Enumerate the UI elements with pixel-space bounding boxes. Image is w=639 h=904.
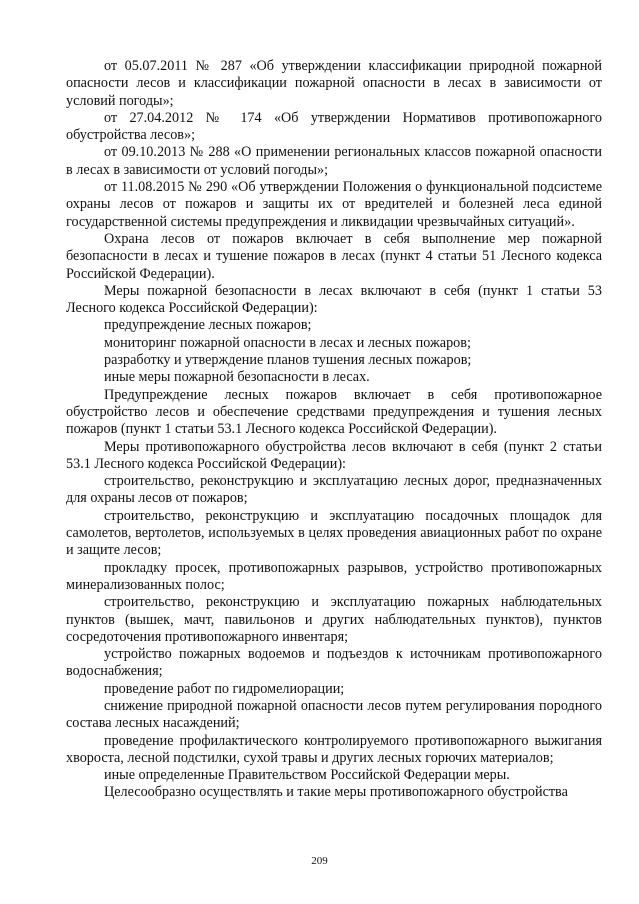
list-item: иные определенные Правительством Российской Федерации меры. xyxy=(104,767,510,784)
list-item: иные меры пожарной безопасности в лесах. xyxy=(104,369,370,386)
list-item: проведение работ по гидромелиорации; xyxy=(104,680,345,697)
list-item: мониторинг пожарной опасности в лесах и лесных пожаров; xyxy=(104,334,471,351)
page-number: 209 xyxy=(311,855,328,867)
paragraph: от 05.07.2011 № 287 «Об утверждении классификации природной пожарной опасности лесов и классификации пожарной опасности в лесах в зависимости от условий погоды»; xyxy=(66,58,602,109)
list-item: строительство, реконструкцию и эксплуатацию лесных дорог, предназначенных для охраны лесов от пожаров; xyxy=(66,473,602,507)
list-item: разработку и утверждение планов тушения лесных пожаров; xyxy=(104,352,472,369)
body-text xyxy=(66,58,602,802)
list-item: прокладку просек, противопожарных разрывов, устройство противопожарных минерализованных полос; xyxy=(66,559,602,593)
list-item: строительство, реконструкцию и эксплуатацию посадочных площадок для самолетов, вертолетов, используемых в целях проведения авиационных работ по охране и защите лесов; xyxy=(66,507,602,559)
paragraph: Охрана лесов от пожаров включает в себя выполнение мер пожарной безопасности в лесах и тушение пожаров в лесах (пункт 4 статьи 51 Лесного кодекса Российской Федерации). xyxy=(66,230,602,282)
paragraph: Предупреждение лесных пожаров включает в себя противопожарное обустройство лесов и обеспечение средствами предупреждения и тушения лесных пожаров (пункт 1 статьи 53.1 Лесного кодекса Российской Федерации). xyxy=(66,386,602,438)
paragraph: от 11.08.2015 № 290 «Об утверждении Положения о функциональной подсистеме охраны лесов от пожаров и защиты их от вредителей и болезней леса единой государственной системы предупреждения и ликвидации чрезвычайных ситуаций». xyxy=(66,179,602,230)
list-item: предупреждение лесных пожаров; xyxy=(104,317,312,334)
list-item: проведение профилактического контролируемого противопожарного выжигания хвороста, лесной подстилки, сухой травы и других лесных горючих материалов; xyxy=(66,732,602,766)
paragraph: от 27.04.2012 № 174 «Об утверждении Нормативов противопожарного обустройства лесов»; xyxy=(66,109,602,144)
list-item: устройство пожарных водоемов и подъездов к источникам противопожарного водоснабжения; xyxy=(66,646,602,680)
list-item: строительство, реконструкцию и эксплуатацию пожарных наблюдательных пунктов (вышек, мачт, павильонов и других наблюдательных пунктов), пунктов сосредоточения противопожарного инвентаря; xyxy=(66,594,602,645)
paragraph: Целесообразно осуществлять и такие меры противопожарного обустройства xyxy=(104,784,568,801)
list-item: снижение природной пожарной опасности лесов путем регулирования породного состава лесных насаждений; xyxy=(66,697,602,732)
paragraph: Меры пожарной безопасности в лесах включают в себя (пункт 1 статьи 53 Лесного кодекса Российской Федерации): xyxy=(66,282,602,317)
paragraph: Меры противопожарного обустройства лесов включают в себя (пункт 2 статьи 53.1 Лесного кодекса Российской Федерации): xyxy=(66,438,602,472)
paragraph: от 09.10.2013 № 288 «О применении региональных классов пожарной опасности в лесах в зависимости от условий погоды»; xyxy=(66,144,602,178)
